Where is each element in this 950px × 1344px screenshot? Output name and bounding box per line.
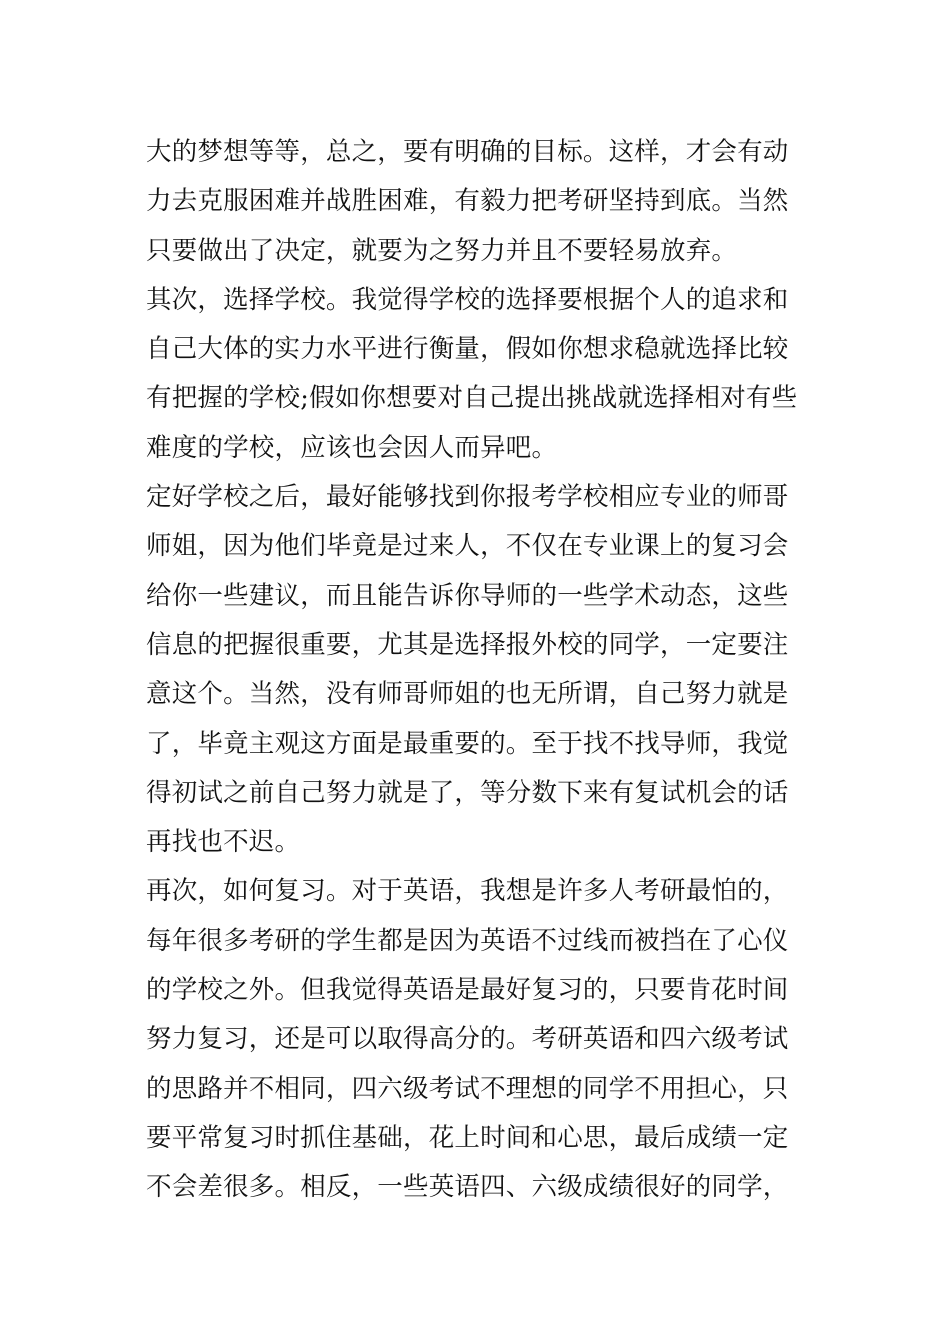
text-line: 努力复习，还是可以取得高分的。考研英语和四六级考试	[146, 1024, 789, 1055]
text-line: 难度的学校，应该也会因人而异吧。	[146, 432, 558, 463]
text-line: 只要做出了决定，就要为之努力并且不要轻易放弃。	[146, 235, 738, 266]
text-line: 要平常复习时抓住基础，花上时间和心思，最后成绩一定	[146, 1122, 789, 1153]
text-line: 再次，如何复习。对于英语，我想是许多人考研最怕的，	[146, 876, 789, 907]
document-body	[146, 128, 810, 1213]
text-line: 自己大体的实力水平进行衡量，假如你想求稳就选择比较	[146, 334, 789, 365]
text-line: 不会差很多。相反，一些英语四、六级成绩很好的同学，	[146, 1172, 789, 1203]
text-line: 力去克服困难并战胜困难，有毅力把考研坚持到底。当然	[146, 186, 789, 217]
text-line: 其次，选择学校。我觉得学校的选择要根据个人的追求和	[146, 284, 789, 315]
text-line: 师姐，因为他们毕竟是过来人，不仅在专业课上的复习会	[146, 531, 789, 562]
text-line: 给你一些建议，而且能告诉你导师的一些学术动态，这些	[146, 580, 789, 611]
text-line: 再找也不迟。	[146, 827, 301, 858]
text-line: 定好学校之后，最好能够找到你报考学校相应专业的师哥	[146, 482, 789, 513]
text-line: 意这个。当然，没有师哥师姐的也无所谓，自己努力就是	[146, 679, 789, 710]
text-line: 信息的把握很重要，尤其是选择报外校的同学，一定要注	[146, 629, 789, 660]
text-line: 的思路并不相同，四六级考试不理想的同学不用担心，只	[146, 1073, 789, 1104]
text-line: 有把握的学校;假如你想要对自己提出挑战就选择相对有些	[146, 383, 798, 414]
text-line: 得初试之前自己努力就是了，等分数下来有复试机会的话	[146, 777, 789, 808]
text-line: 的学校之外。但我觉得英语是最好复习的，只要肯花时间	[146, 975, 789, 1006]
text-line: 每年很多考研的学生都是因为英语不过线而被挡在了心仪	[146, 925, 789, 956]
text-line: 大的梦想等等，总之，要有明确的目标。这样，才会有动	[146, 137, 789, 167]
text-line: 了，毕竟主观这方面是最重要的。至于找不找导师，我觉	[146, 728, 789, 759]
